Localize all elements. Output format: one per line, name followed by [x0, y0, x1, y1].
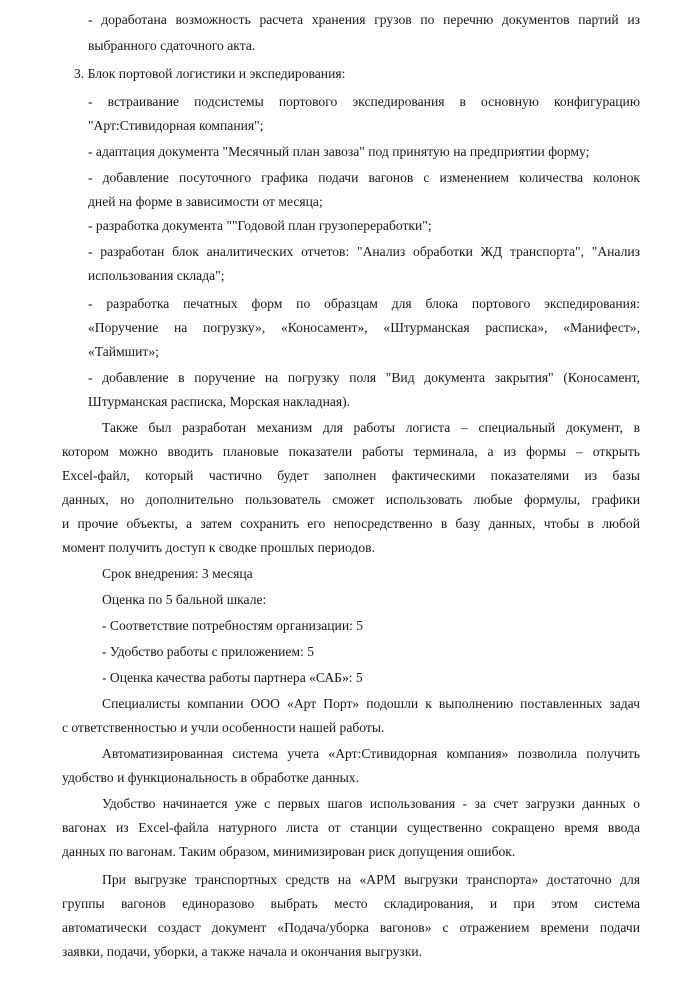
- text-line: - встраивание подсистемы портового экспедирования в основную конфигурацию: [88, 94, 640, 109]
- text-line: удобство и функциональность в обработке данных.: [62, 770, 359, 785]
- text-line: - разработка печатных форм по образцам для блока портового экспедирования:: [88, 296, 640, 311]
- text-line: Штурманская расписка, Морская накладная).: [88, 394, 351, 409]
- text-line: вагонах из Excel-файла натурного листа от станции существенно сокращено время ввода: [62, 820, 640, 835]
- text-line: Удобство начинается уже с первых шагов использования - за счет загрузки данных о: [102, 796, 640, 811]
- text-line: «Поручение на погрузку», «Коносамент», «Штурманская расписка», «Манифест»,: [88, 320, 640, 335]
- text-line: Срок внедрения: 3 месяца: [102, 566, 253, 581]
- text-line: данных, но дополнительно пользователь сможет использовать любые формулы, графики: [62, 492, 640, 507]
- text-line: «Таймшит»;: [88, 344, 159, 359]
- text-line: - разработан блок аналитических отчетов: "Анализ обработки ЖД транспорта", "Анализ: [88, 244, 640, 259]
- text-line: - Удобство работы с приложением: 5: [102, 644, 315, 659]
- text-line: данных по вагонам. Таким образом, минимизирован риск допущения ошибок.: [62, 844, 516, 859]
- text-line: Оценка по 5 бальной шкале:: [102, 592, 267, 607]
- text-line: - Соответствие потребностям организации: 5: [102, 618, 364, 633]
- text-line: котором можно вводить плановые показатели работы терминала, а из формы – открыть: [62, 444, 640, 459]
- text-line: группы вагонов единоразово выбрать место складирования, и при этом система: [62, 896, 640, 911]
- text-line: - адаптация документа "Месячный план завоза" под принятую на предприятии форму;: [88, 144, 590, 159]
- text-line: автоматически создаст документ «Подача/уборка вагонов» с отражением времени подачи: [62, 920, 640, 935]
- text-line: - доработана возможность расчета хранения грузов по перечню документов партий из: [88, 12, 640, 27]
- text-line: - добавление посуточного графика подачи вагонов с изменением количества колонок: [88, 170, 640, 185]
- text-line: использования склада";: [88, 268, 225, 283]
- text-line: - добавление в поручение на погрузку поля "Вид документа закрытия" (Коносамент,: [88, 370, 640, 385]
- text-line: При выгрузке транспортных средств на «АРМ выгрузки транспорта» достаточно для: [102, 872, 640, 887]
- text-line: момент получить доступ к сводке прошлых периодов.: [62, 540, 375, 555]
- text-line: с ответственностью и учли особенности нашей работы.: [62, 720, 385, 735]
- text-line: Также был разработан механизм для работы логиста – специальный документ, в: [102, 420, 640, 435]
- text-line: - разработка документа ""Годовой план грузопереработки";: [88, 218, 432, 233]
- text-line: "Арт:Стивидорная компания";: [88, 118, 264, 133]
- text-line: Автоматизированная система учета «Арт:Стивидорная компания» позволила получить: [102, 746, 640, 761]
- section-heading: 3. Блок портовой логистики и экспедирования:: [74, 66, 346, 81]
- text-line: и прочие объекты, а затем сохранить его непосредственно в базу данных, чтобы в любой: [62, 516, 640, 531]
- text-line: - Оценка качества работы партнера «САБ»: 5: [102, 670, 363, 685]
- text-line: заявки, подачи, уборки, а также начала и окончания выгрузки.: [62, 944, 423, 959]
- text-line: Excel-файл, который частично будет заполнен фактическими показателями из базы: [62, 468, 640, 483]
- text-line: выбранного сдаточного акта.: [88, 38, 256, 53]
- text-line: дней на форме в зависимости от месяца;: [88, 194, 323, 209]
- text-line: Специалисты компании ООО «Арт Порт» подошли к выполнению поставленных задач: [102, 696, 640, 711]
